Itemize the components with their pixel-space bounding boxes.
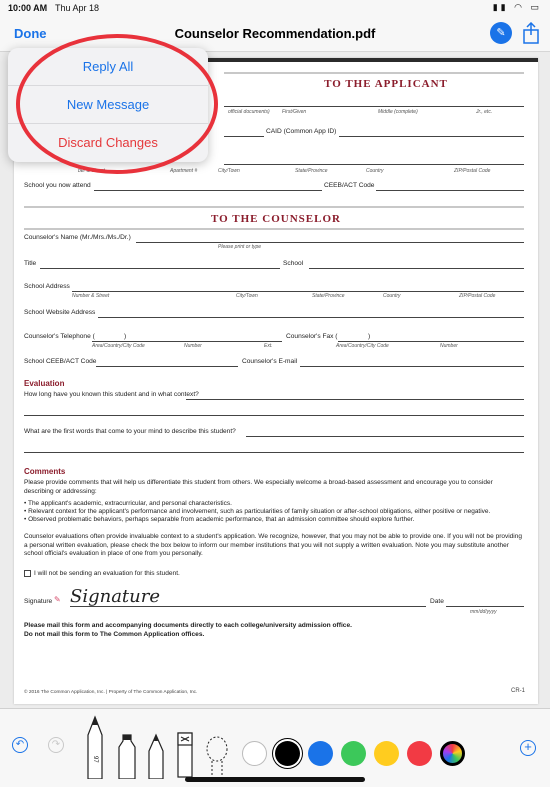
mail-instruction-2: Do not mail this form to The Common Application offices.: [24, 631, 205, 638]
evaluation-heading: Evaluation: [24, 379, 65, 388]
markup-toolbar: [0, 708, 550, 787]
caid-label: CAID (Common App ID): [266, 128, 337, 135]
status-date: Thu Apr 18: [55, 3, 100, 13]
pen-width-label: 97: [92, 756, 98, 763]
signature-line[interactable]: [70, 606, 426, 607]
ceeb-act-label: School CEEB/ACT Code: [24, 358, 97, 365]
subcaption: Area/Country/City Code: [92, 343, 145, 349]
email-label: Counselor's E-mail: [242, 358, 298, 365]
comments-intro: Please provide comments that will help us differentiate this student from others. We especially welcome a broad-based assessment and encourage you to consider describing or addressing:: [24, 479, 493, 495]
status-bar: [0, 0, 550, 18]
date-field[interactable]: [446, 606, 524, 607]
subcaption: Number & Street: [72, 293, 110, 299]
bullet-item: • The applicant's academic, extracurricular, and personal characteristics.: [24, 500, 524, 508]
ceeb-code-label: CEEB/ACT Code: [324, 182, 375, 189]
form-line: [224, 164, 524, 165]
school-attend-label: School you now attend: [24, 182, 91, 189]
section-rule: [24, 228, 524, 230]
website-label: School Website Address: [24, 309, 96, 316]
lasso-tool-icon[interactable]: [204, 733, 230, 779]
comments-heading: Comments: [24, 467, 66, 476]
eraser-tool-icon[interactable]: [176, 731, 194, 779]
subcaption: Middle (complete): [378, 109, 418, 115]
bullet-item: • Observed problematic behaviors, perhaps separable from academic performance, that an admission committee should explore further.: [24, 516, 524, 524]
subcaption: ber & Street: [78, 168, 105, 174]
red-annotation-circle: [16, 34, 218, 174]
checkbox-label: I will not be sending an evaluation for this student.: [34, 570, 180, 577]
email-field[interactable]: [300, 366, 524, 367]
color-swatch-red[interactable]: [407, 741, 432, 766]
signature-drawing[interactable]: Signature: [70, 586, 161, 607]
fax-label: Counselor's Fax (: [286, 333, 338, 340]
subcaption: City/Town: [236, 293, 258, 299]
subcaption: First/Given: [282, 109, 307, 115]
form-line: [94, 190, 322, 191]
school-label: School: [283, 260, 304, 267]
telephone-label: Counselor's Telephone (: [24, 333, 95, 340]
subcaption: Number: [184, 343, 202, 349]
website-field[interactable]: [98, 317, 524, 318]
ceeb-act-field[interactable]: [96, 366, 238, 367]
redo-icon[interactable]: ↷: [48, 737, 64, 753]
subcaption: Please print or type: [218, 244, 262, 250]
color-swatch-black[interactable]: [275, 741, 300, 766]
document-title: Counselor Recommendation.pdf: [174, 26, 376, 41]
color-picker-icon[interactable]: [440, 741, 465, 766]
question-1: How long have you known this student and in what context?: [24, 391, 199, 398]
answer-line[interactable]: [246, 436, 524, 437]
page-footer-copyright: © 2016 The Common Application, Inc. | Property of The Common Application, Inc.: [24, 690, 198, 695]
page-footer-number: CR-1: [511, 688, 526, 694]
subcaption: Area/Country/City Code: [336, 343, 389, 349]
subcaption: mm/dd/yyyy: [470, 609, 497, 615]
question-2: What are the first words that come to your mind to describe this student?: [24, 428, 236, 435]
mail-instruction-1: Please mail this form and accompanying documents directly to each college/university admission office.: [24, 622, 352, 629]
color-swatch-blue[interactable]: [308, 741, 333, 766]
subcaption: Apartment #: [170, 168, 198, 174]
done-button[interactable]: Done: [14, 26, 47, 41]
subcaption: Ext.: [264, 343, 273, 349]
markup-icon[interactable]: ✎: [490, 22, 512, 44]
pen-tool-icon[interactable]: [84, 715, 106, 779]
answer-line[interactable]: [186, 399, 524, 400]
subcaption: Country: [383, 293, 401, 299]
paren-close: ): [124, 333, 127, 340]
subcaption: ZIP/Postal Code: [459, 293, 496, 299]
subcaption: City/Town: [218, 168, 240, 174]
telephone-field[interactable]: [92, 341, 282, 342]
pencil-icon: ✎: [54, 595, 61, 604]
signature-label: Signature: [24, 598, 53, 605]
answer-line[interactable]: [24, 452, 524, 453]
subcaption: official documents): [228, 109, 270, 115]
title-label: Title: [24, 260, 37, 267]
new-message-button[interactable]: New Message: [8, 86, 208, 124]
undo-icon[interactable]: ↶: [12, 737, 28, 753]
answer-line[interactable]: [24, 415, 524, 416]
color-swatch-white[interactable]: [242, 741, 267, 766]
status-time: 10:00 AM: [8, 3, 48, 13]
reply-all-button[interactable]: Reply All: [8, 48, 208, 86]
highlighter-tool-icon[interactable]: [116, 733, 138, 779]
section-counselor-heading: TO THE COUNSELOR: [211, 213, 341, 225]
no-evaluation-checkbox[interactable]: [24, 570, 31, 577]
paren-close: ): [368, 333, 371, 340]
battery-icon: ▮▮ ◠ ▭: [492, 2, 542, 12]
section-applicant-heading: TO THE APPLICANT: [324, 78, 448, 90]
color-swatch-yellow[interactable]: [374, 741, 399, 766]
section-rule: [224, 72, 524, 74]
form-line: [376, 190, 524, 191]
share-icon[interactable]: [522, 22, 540, 44]
pencil-tool-icon[interactable]: [146, 733, 166, 779]
subcaption: State/Province: [295, 168, 328, 174]
subcaption: Number: [440, 343, 458, 349]
form-line: [339, 136, 524, 137]
subcaption: ZIP/Postal Code: [454, 168, 491, 174]
school-address-field[interactable]: [72, 291, 524, 292]
title-field[interactable]: [40, 268, 280, 269]
school-field[interactable]: [309, 268, 524, 269]
bullet-item: • Relevant context for the applicant's performance and involvement, such as particularities of family situation or after-school obligations, either positive or negative.: [24, 508, 524, 516]
subcaption: Country: [366, 168, 384, 174]
color-swatch-green[interactable]: [341, 741, 366, 766]
section-rule: [24, 206, 524, 208]
counselor-name-field[interactable]: [136, 242, 524, 243]
counselor-paragraph: Counselor evaluations often provide invaluable context to a student's application. We recognize, however, that you may not be able to provide one. If you will not be providing a personal written evaluation, please check the box below to inform our member institutions that you will not supply a written evaluation. Note you may substitute another school official's evaluation in place of one from you personally.: [24, 533, 522, 557]
discard-changes-button[interactable]: Discard Changes: [58, 135, 158, 150]
school-address-label: School Address: [24, 283, 70, 290]
counselor-name-label: Counselor's Name (Mr./Mrs./Ms./Dr.): [24, 234, 131, 241]
form-line: [224, 136, 264, 137]
subcaption: Jr., etc.: [476, 109, 493, 115]
add-icon[interactable]: +: [520, 740, 536, 756]
date-label: Date: [430, 598, 444, 605]
home-indicator: [185, 777, 365, 782]
comments-bullets: [24, 500, 524, 524]
fax-field[interactable]: [338, 341, 524, 342]
subcaption: State/Province: [312, 293, 345, 299]
form-line: [224, 106, 524, 107]
